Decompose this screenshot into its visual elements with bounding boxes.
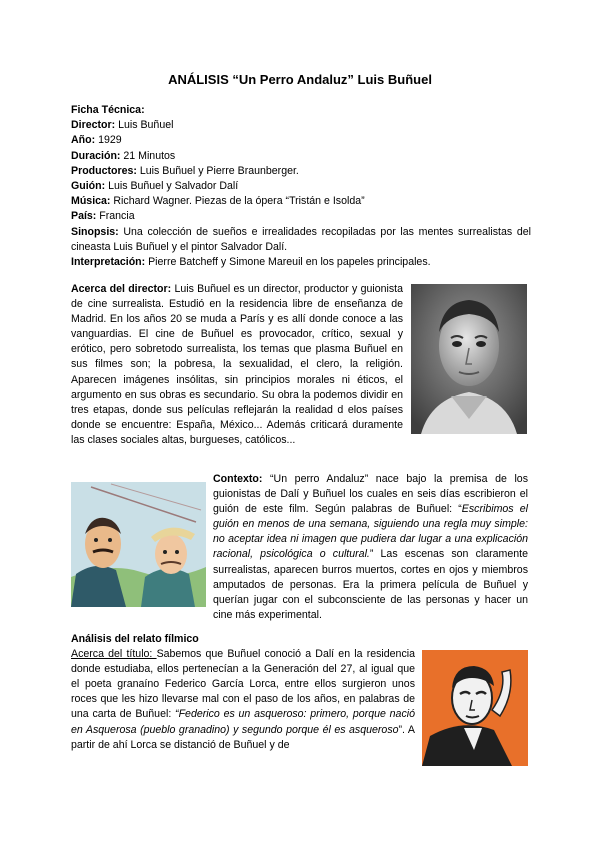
- contexto-quote: Escribimos el guión en menos de una semana, siguiendo una regla muy simple: no aceptar idea ni imagen que pudiera dar lugar a una explicación racional, psicológica o cultural.: [213, 503, 528, 561]
- analisis-heading: Análisis del relato fílmico: [71, 633, 199, 645]
- sinopsis-label: Sinopsis:: [71, 225, 119, 238]
- productores-value: Luis Buñuel y Pierre Braunberger.: [136, 164, 299, 177]
- interpretacion-label: Interpretación:: [71, 256, 146, 269]
- anio-value: 1929: [95, 134, 122, 147]
- lorca-illustration: [422, 650, 528, 766]
- pais-label: País:: [71, 210, 97, 223]
- director-text: Luis Buñuel es un director, productor y guionista de cine surrealista. Estudió en la residencia libre de enseñanza de Madrid. En los años 20 se muda a París y es allí donde conoce a las vanguardias. El cine de Buñuel es provocador, crítico, sexual y erótico, pero sobretodo surrealista, los temas que plasma Buñuel en sus filmes son; la pobresa, la sexualidad, el clero, la religión. Aparecen imágenes insólitas, sin principios morales ni éticos, el argumento en sus obras es secundario. Su obra la podemos dividir en tres etapas, donde sus películas reflejarán la realidad d elos países donde se encuentre: España, México... Además criticará duramente las clases sociales altas, burgueses, católicos...: [71, 283, 403, 446]
- director-value: Luis Buñuel: [115, 119, 174, 132]
- analisis-text-2: ”. A partir de ahí Lorca se distanció de Buñuel y de: [71, 723, 415, 751]
- contexto-section: [213, 472, 528, 623]
- ficha-tecnica: [71, 103, 531, 270]
- musica-value: Richard Wagner. Piezas de la ópera “Tristán e Isolda”: [110, 195, 365, 208]
- duracion-value: 21 Minutos: [120, 149, 176, 162]
- interpretacion-value: Pierre Batcheff y Simone Mareuil en los papeles principales.: [145, 256, 431, 269]
- pais-value: Francia: [96, 210, 135, 223]
- guion-value: Luis Buñuel y Salvador Dalí: [105, 180, 239, 193]
- analisis-section: [71, 632, 415, 753]
- page-title: ANÁLISIS “Un Perro Andaluz” Luis Buñuel: [168, 72, 432, 87]
- duracion-label: Duración:: [71, 149, 121, 162]
- anio-label: Año:: [71, 134, 96, 147]
- dali-bunuel-illustration: [71, 482, 206, 607]
- titulo-subheading: Acerca del título:: [71, 648, 157, 661]
- analisis-quote: “Federico es un asqueroso: primero, porque nació en Asquerosa (pueblo granadino) y segundo porque él es asqueroso: [71, 708, 415, 736]
- musica-label: Música:: [71, 195, 111, 208]
- sinopsis-value: Una colección de sueños e irrealidades recopiladas por las mentes surrealistas del cineasta Luis Buñuel y el pintor Salvador Dalí.: [71, 225, 531, 253]
- ficha-heading: Ficha Técnica:: [71, 104, 145, 116]
- analisis-text: Sabemos que Buñuel conoció a Dalí en la residencia donde estudiaba, ellos pertenecían a la Generación del 27, al igual que el poeta granaíno Federico García Lorca, entre ellos surgieron unos roces que les hizo llevarse mal con el paso de los años, en palabras de una carta de Buñuel:: [71, 648, 415, 721]
- bunuel-portrait-photo: [411, 284, 527, 434]
- director-heading: Acerca del director:: [71, 283, 172, 295]
- contexto-heading: Contexto:: [213, 473, 263, 485]
- contexto-text-2: ” Las escenas son claramente surrealistas, aparecen burros muertos, cortes en ojos y miembros amputados de personas. Era la primera película de Buñuel y querían jugar con el subconsciente de las personas y hacer un cine más experimental.: [213, 548, 528, 621]
- director-section: [71, 282, 403, 448]
- director-label: Director:: [71, 119, 116, 132]
- productores-label: Productores:: [71, 164, 137, 177]
- contexto-text: “Un perro Andaluz” nace bajo la premisa de los guionistas de Dalí y Buñuel los cuales en seis días escribieron el guión de este film. Según palabras de Buñuel: “: [213, 473, 528, 516]
- guion-label: Guión:: [71, 180, 106, 193]
